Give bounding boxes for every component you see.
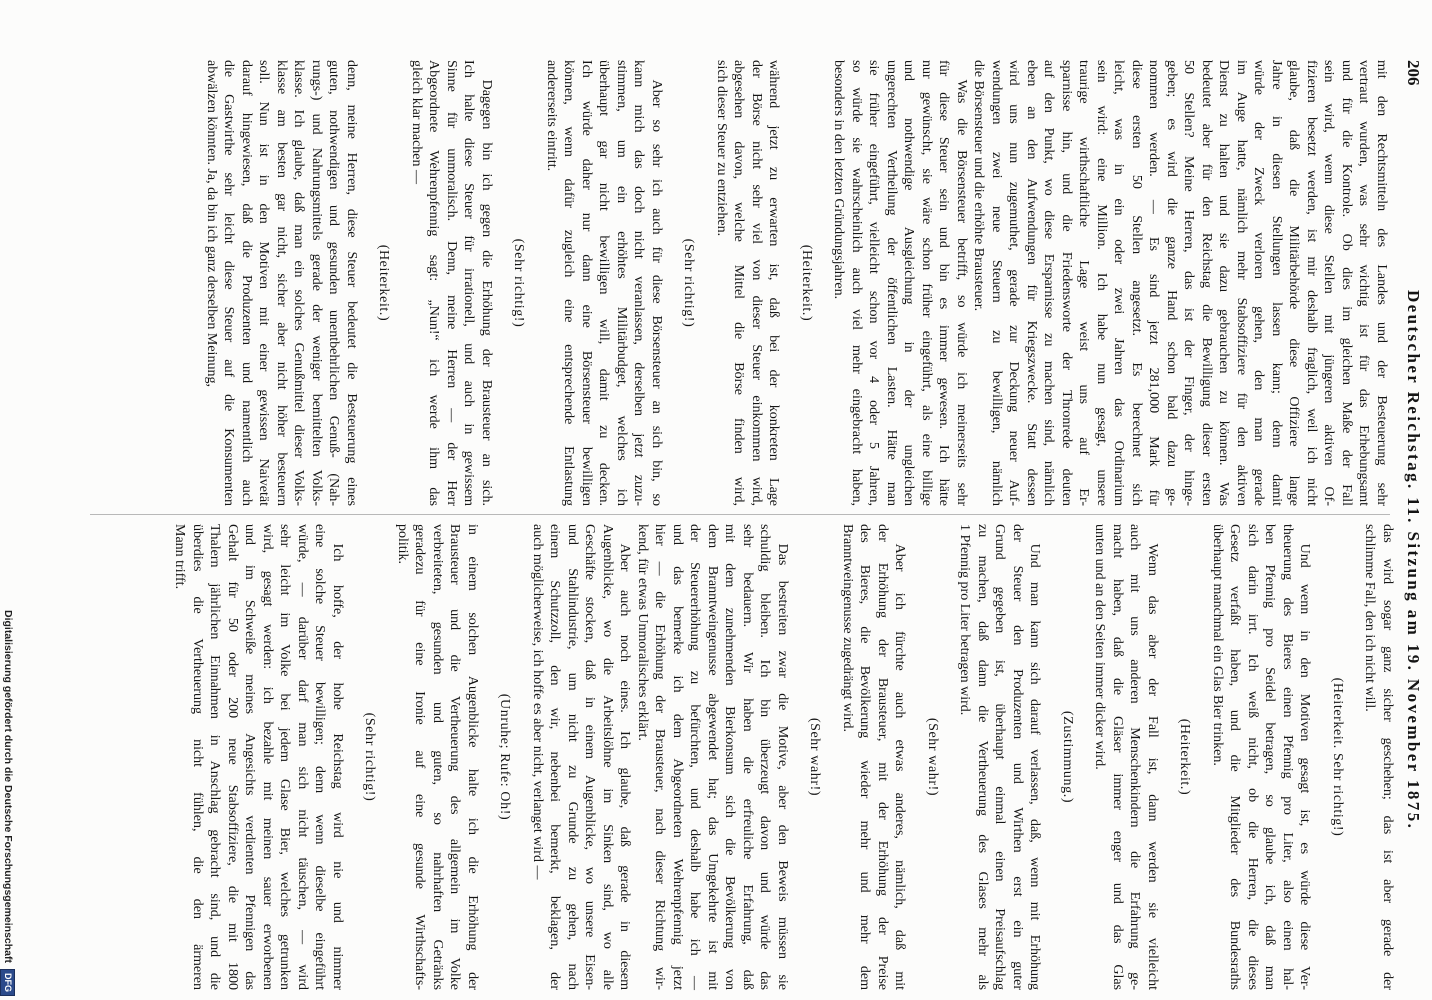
left-column (203, 60, 1391, 506)
text-line: Jahre in diesen Stellungen lassen kann; denn damit (1269, 60, 1284, 506)
text-line: Sinne für unmoralisch. Denn, meine Herren — der Herr (444, 60, 459, 506)
text-line: und das bemerke ich dem Abgeordneten Wehrenpfennig jetzt (670, 524, 685, 990)
text-line: Thalern jährlichen Einnahmen in Anschlag gebracht sind, und die (207, 524, 223, 990)
text-line: Grund gegeben ist, überhaupt einmal einen Preisaufschlag (992, 524, 1008, 990)
text-line: geben; es wird die ganze Hand schon bald dazu ge- (1164, 60, 1179, 506)
text-line: zu machen, daß dann die Vertheuerung des Glases mehr als (975, 524, 990, 990)
paragraph (408, 60, 496, 506)
right-column (171, 524, 1396, 990)
interjection: (Heiterkeit.) (1177, 718, 1193, 796)
text-line: klasse am besten gar nicht, sicher aber nicht höher besteuern (274, 60, 289, 506)
text-line: und im Schweiße meines Angesichts verdienten Pfennigen das (242, 524, 258, 990)
text-line: und Stahlindustrie, um nicht zu Grunde zu gehen, nach (565, 524, 580, 990)
text-line: Aber auch noch eines. Ich glaube, daß gerade in diesem (617, 543, 633, 990)
interjection: (Sehr richtig!) (681, 238, 697, 328)
text-line: eine solche Steuer bewilligen; denn wenn dieselbe eingeführt (312, 524, 328, 990)
text-line: dem Branntweingenusse abgewendet hat; das Umgekehrte ist mit (705, 524, 720, 990)
paragraph (543, 60, 666, 506)
text-line: traurige wirthschaftliche Lage weist uns auf Er- (1076, 60, 1092, 506)
text-line: sein wird, wenn diese Stellen mit jüngeren aktiven Of- (1321, 60, 1337, 506)
text-line: Geschäfte stocken, daß in einem Augenblicke, wo unsere Eisen- (582, 524, 598, 990)
text-line: würde, — darüber darf man sich nicht täuschen, — wird (295, 524, 310, 990)
digitization-credit (1, 610, 15, 996)
text-line: gleich klar machen — (409, 60, 424, 185)
page-title: Deutscher Reichstag. 11. Sitzung am 19. November 1875. (1404, 290, 1423, 831)
paragraph (839, 524, 909, 990)
text-line: auf den Punkt, wo diese Ersparnisse zu machen sind, nämlich (1041, 60, 1057, 506)
text-line: nommen werden. — Es sind jetzt 281,000 Mark für (1146, 60, 1162, 506)
text-line: der Börse nicht sehr viel von dieser Steuer einkommen wird, (749, 60, 764, 506)
dfg-logo: DFG (1, 969, 16, 996)
text-line: glaube, daß die Militärbehörde diese Offiziere lange (1286, 60, 1302, 506)
text-line: sich darin irrt. Ich weiß nicht, ob die Herren, die dieses (1245, 524, 1260, 990)
text-line: Ich hoffe, der hohe Reichstag wird nie und nimmer (330, 543, 345, 990)
interjection: (Sehr richtig!) (511, 238, 527, 328)
text-line: überdies die Vertheuerung nicht fühlen, die den ärmeren (190, 524, 205, 990)
interjection: (Unruhe; Rufe: Oh!) (497, 693, 513, 821)
interjection: (Sehr richtig!) (362, 712, 378, 802)
text-line: mit dem zunehmenden Bierkonsum sich die Bevölkerung von (722, 524, 738, 990)
text-line: abwälzen könnten. Ja, da bin ich ganz derselben Meinung, (204, 60, 219, 387)
text-line: überhaupt manchmal ein Glas Bier trinken. (1210, 524, 1225, 766)
text-line: auch möglicherweise, ich hoffe es aber nicht, verlanget wird — (530, 524, 545, 880)
text-line: die Börsensteuer und die erhöhte Brausteuer. (971, 60, 987, 312)
text-line: kend, für etwas Unmoralisches erklärt. (635, 524, 650, 741)
text-line: klasse. Ich glaube, daß man ein solches Genußmittel dieser Volks- (291, 60, 307, 506)
text-line: Brausteuer und die Vertheuerung des allgemein im Volke (447, 524, 463, 990)
text-line: Gesetz verfaßt haben, und die Mitglieder des Bundesraths (1227, 524, 1243, 990)
paragraph (529, 524, 634, 990)
text-line: Aber so sehr ich auch für diese Börsensteuer an sich bin, so (649, 79, 664, 506)
interjection: (Heiterkeit. Sehr richtig!) (1330, 677, 1345, 837)
text-line: kann mich das doch nicht veranlassen, derselben jetzt zuzu- (631, 60, 647, 506)
text-line: schlimme Fall, den ich nicht will. (1362, 524, 1378, 712)
text-line: diese ersten 50 Stellen angesetzt. Es berechnet sich (1129, 60, 1144, 506)
text-line: hier — die Erhöhung der Brausteuer, nach dieser Richtung wir- (652, 524, 668, 990)
text-line: Wenn das aber der Fall ist, dann werden sie vielleicht (1145, 543, 1160, 990)
paragraph-continuation (1361, 524, 1396, 990)
text-line: eben an den Aufwendungen für Kriegszwecke. Statt dessen (1024, 60, 1039, 506)
paragraph-continuation (713, 60, 783, 506)
text-line: Dagegen bin ich gegen die Erhöhung der Brausteuer an sich. (479, 79, 494, 506)
text-line: das wird sogar ganz sicher geschehen; das ist aber gerade der (1380, 524, 1395, 990)
text-line: Ich halte diese Steuer für irrationell, und auch in gewissem (461, 60, 477, 506)
text-line: die Gastwirthe sehr leicht diese Steuer auf die Konsumenten (221, 60, 237, 506)
text-line: Mann trifft. (172, 524, 188, 590)
text-line: verbreiteten, gesunden und guten, so nahrhaften Getränks (430, 524, 445, 990)
text-line: 1 Pfennig pro Liter betragen wird. (957, 524, 973, 716)
text-line: 50 Stellen? Meine Herren, das ist der Finger, der hinge- (1181, 60, 1197, 506)
text-line: mit den Rechtsmitteln des Landes und der Besteuerung sehr (1374, 60, 1389, 506)
paragraph-continuation (203, 60, 361, 506)
text-line: würde der Zweck verloren gehen, den man gerade (1251, 60, 1267, 506)
text-line: theuerung des Bieres einen Pfennig pro Liter, also einen hal- (1280, 524, 1295, 990)
text-line: Dienst zu halten und sie dazu gebrauchen zu können. Was (1216, 60, 1232, 506)
text-line: wird, gesagt werden: ich bezahle mit meinen sauer erworbenen (260, 524, 275, 990)
text-line: Und man kann sich darauf verlassen, daß, wenn mit Erhöhung (1027, 543, 1043, 990)
interjection: (Heiterkeit.) (799, 244, 814, 322)
text-line: sein wird: eine Million. Ich habe nun gesagt, unsere (1094, 60, 1109, 506)
text-line: darauf hingewiesen, daß die Produzenten und namentlich auch (239, 60, 254, 506)
text-line: bedeutet aber für den Reichstag die Bewilligung dieser ersten (1199, 60, 1214, 506)
text-line: Augenblicke, wo die Arbeitslöhne im Sinken sind, wo alle (600, 524, 615, 990)
text-line: macht haben, daß die Gläser immer enger und das Glas (1110, 524, 1125, 990)
paragraph (634, 524, 792, 990)
text-line: während jetzt zu erwarten ist, daß bei der konkreten Lage (766, 60, 782, 506)
text-line: sich dieser Steuer zu entziehen. (714, 60, 729, 237)
column-divider (90, 514, 1390, 515)
text-line: Ich würde daher nur dann eine Börsensteuer bewilligen (579, 60, 594, 506)
text-line: politik. (395, 524, 410, 565)
text-line: nur gewünscht, sie wäre schon früher eingeführt, als eine billige (919, 60, 934, 506)
text-line: und für die Kontrole. Ob dies im gleichen Maße der Fall (1339, 60, 1354, 506)
text-line: des Bieres, die Bevölkerung wieder mehr und mehr dem (857, 524, 873, 990)
text-line: auch mit uns anderen Menschenkindern die Erfahrung ge- (1127, 524, 1143, 990)
credit-text: Digitalisierung gefördert durch die Deutsche Forschungsgemeinschaft (2, 610, 14, 963)
text-line: Gehalt für 50 oder 200 neue Stabsoffiziere, die mit 1800 (225, 524, 240, 990)
text-line: können, wenn dafür zugleich eine entsprechende Entlastung (561, 60, 577, 506)
text-line: Und wenn in den Motiven gesagt ist, es würde diese Ver- (1297, 543, 1313, 990)
text-line: in einem solchen Augenblicke halte ich die Erhöhung der (465, 524, 480, 990)
paragraph-continuation (970, 60, 1390, 506)
text-line: geradezu für eine Ironie auf eine gesunde Wirthschafts- (412, 524, 428, 990)
text-line: wendungen zwei neue Steuern zu bewilligen, nämlich (989, 60, 1004, 506)
text-line: besonders in den letzten Gründungsjahren. (831, 60, 847, 300)
text-line: der Erhöhung der Brausteuer, mit der Erhöhung der Preise (875, 524, 890, 990)
text-line: der Steuer den Produzenten und Wirthen erst ein guter (1010, 524, 1025, 990)
paragraph (956, 524, 1044, 990)
text-line: Abgeordnete Wehrenpfennig sagt: „Nun!“ ich werde ihm das (426, 60, 442, 506)
interjection: (Sehr wahr!) (807, 717, 823, 797)
text-line: rungs-) und Nahrungsmittels gerade der weniger bemittelten Volks- (309, 60, 324, 506)
paragraph (1091, 524, 1161, 990)
text-line: der Steuererhöhung zu befürchten, und deshalb habe ich — (687, 524, 703, 990)
paragraph (1209, 524, 1314, 990)
text-line: Was die Börsensteuer betrifft, so würde ich meinerseits sehr (954, 79, 969, 506)
text-line: überhaupt gar nicht bewilligen will, damit zu decken. (596, 60, 612, 506)
text-line: Aber ich fürchte auch etwas anderes, nämlich, daß mit (892, 543, 908, 990)
interjection: (Heiterkeit.) (376, 244, 392, 322)
text-line: so würde sie wahrscheinlich auch viel mehr eingebracht haben, (849, 60, 864, 506)
paragraph (830, 60, 970, 506)
text-line: Das bestreiten zwar die Motive, aber den Beweis müssen sie (775, 543, 790, 990)
text-line: fizieren besetzt werden, ist mir deshalb fraglich, weil ich nicht (1304, 60, 1319, 506)
text-line: guten, nothwendigen und gesunden unentbehrlichen Genuß- (Nah- (326, 60, 342, 506)
text-line: sie früher eingeführt, vielleicht schon vor 4 oder 5 Jahren, (866, 60, 882, 506)
text-line: sehr bedauern. Wir haben die erfreuliche Erfahrung, daß (740, 524, 755, 990)
paragraph-continuation (394, 524, 482, 990)
text-line: wird uns nun zugemuthet, gerade zur Deckung neuer Auf- (1006, 60, 1022, 506)
text-line: denn, meine Herren, diese Steuer bedeutet die Besteuerung eines (344, 60, 359, 506)
interjection: (Sehr wahr!) (925, 717, 940, 797)
text-line: und nothwendige Ausgleichung in der ungleichen (901, 60, 917, 506)
text-line: unten und an den Seiten immer dicker wird. (1092, 524, 1108, 770)
text-line: Branntweingenusse zugedrängt wird. (840, 524, 855, 732)
text-line: für diese Steuer sein und bin es immer gewesen. Ich hätte (936, 60, 952, 506)
text-line: soll. Nun ist in den Motiven mit einer gewissen Naivetät (256, 60, 272, 506)
text-line: stimmen, um ein erhöhtes Militärbudget, welches ich (614, 60, 629, 506)
text-line: sparnisse hin, und die Friedensworte der Thronrede deuten (1059, 60, 1074, 506)
text-line: sehr leicht im Volke bei jedem Glase Bier, welches getrunken (277, 524, 293, 990)
text-line: vertraut wurden, was sehr wichtig ist für das Erhebungsamt (1356, 60, 1372, 506)
text-line: im Auge hatte, nämlich mehr Stabsoffiziere für den aktiven (1234, 60, 1249, 506)
text-line: ungerechten Vertheilung der öffentlichen Lasten. Hätte man (884, 60, 899, 506)
text-line: abgesehen davon, welche Mittel die Börse finden wird, (731, 60, 747, 506)
interjection: (Zustimmung.) (1060, 710, 1075, 804)
text-line: einem Schutzzoll, den wir, nebenbei bemerkt, beklagen, der (547, 524, 563, 990)
text-line: andererseits eintritt. (544, 60, 559, 172)
text-line: ben Pfennig pro Seidel betragen, so glaube ich, daß man (1262, 524, 1278, 990)
paragraph (171, 524, 346, 990)
text-line: schuldig bleiben. Ich bin überzeugt davon und würde das (757, 524, 773, 990)
page-number: 206 (1404, 60, 1423, 86)
text-line: leicht, was in ein oder zwei Jahren das Ordinarium (1111, 60, 1127, 506)
